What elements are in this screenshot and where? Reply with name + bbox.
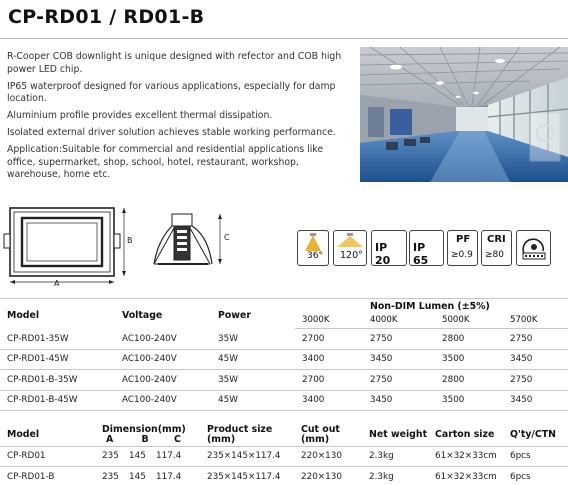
table-row: [0, 467, 568, 485]
cell-lumen-3000k: 3400: [295, 390, 363, 411]
driver-icon: [516, 230, 551, 266]
cell-product-size: 235×145×117.4: [200, 446, 294, 467]
side-view-drawing: [150, 210, 240, 280]
cell-lumen-5700k: 2750: [503, 329, 568, 350]
header-product-size-line2: (mm): [207, 433, 236, 445]
header-cct-3000k: 3000K: [295, 312, 363, 329]
cell-lumen-4000k: 2750: [363, 329, 435, 350]
header-power: Power: [218, 310, 251, 322]
application-photo: [360, 47, 568, 182]
cell-carton-size: 61×32×33cm: [428, 446, 503, 467]
cri-label: CRI: [487, 234, 506, 245]
header-lumen: Non-DIM Lumen (±5%): [370, 301, 490, 312]
table-row: [0, 370, 568, 391]
cell-model: CP-RD01-B: [0, 467, 95, 485]
cell-net-weight: 2.3kg: [362, 446, 428, 467]
cell-model: CP-RD01-B-35W: [0, 370, 115, 391]
cell-lumen-5700k: 3450: [503, 390, 568, 411]
ip65-label: IP 65: [413, 241, 429, 267]
product-description: [7, 51, 353, 186]
dimension-c-label: C: [224, 233, 230, 242]
cell-lumen-4000k: 3450: [363, 349, 435, 370]
page-title: CP-RD01 / RD01-B: [8, 6, 205, 28]
cell-qty: 6pcs: [503, 467, 568, 485]
table-row: [0, 329, 568, 350]
cell-lumen-5700k: 3450: [503, 349, 568, 370]
pf-label: PF: [456, 234, 471, 245]
header-cut-out: [294, 424, 362, 446]
dimension-a-label: A: [54, 279, 60, 288]
header-dimension: [95, 424, 200, 446]
header-dimension-abc: [102, 435, 200, 445]
header-cct-5700k: 5700K: [503, 312, 568, 329]
description-paragraph: Aluminium profile provides excellent thermal dissipation.: [7, 110, 273, 121]
cell-dim-a: 235: [95, 467, 122, 485]
header-cut-out-line2: (mm): [301, 433, 330, 445]
ip20-badge: [371, 230, 407, 266]
cell-dim-c: 117.4: [149, 467, 200, 485]
cell-lumen-4000k: 2750: [363, 370, 435, 391]
cell-voltage: AC100-240V: [115, 370, 211, 391]
front-view-drawing: [0, 202, 150, 290]
header-carton-size: Carton size: [428, 424, 503, 446]
ip20-label: IP 20: [375, 241, 391, 267]
cell-power: 35W: [211, 370, 295, 391]
cell-power: 35W: [211, 329, 295, 350]
cell-lumen-5000k: 2800: [435, 370, 503, 391]
cell-lumen-5700k: 2750: [503, 370, 568, 391]
cell-carton-size: 61×32×33cm: [428, 467, 503, 485]
description-paragraph: Isolated external driver solution achieves stable working performance.: [7, 127, 336, 138]
description-paragraph: Application:Suitable for commercial and residential applications like office, supermarket, shop, school, hotel, restaurant, workshop, warehouse, home etc.: [7, 144, 324, 180]
cell-dim-c: 117.4: [149, 446, 200, 467]
electrical-spec-table: [0, 298, 568, 411]
cell-model: CP-RD01-45W: [0, 349, 115, 370]
cell-dim-b: 145: [122, 446, 149, 467]
cell-voltage: AC100-240V: [115, 349, 211, 370]
header-product-size: [200, 424, 294, 446]
header-qty: Q'ty/CTN: [503, 424, 568, 446]
cri-value: ≥80: [485, 250, 504, 260]
dimension-b-label: B: [127, 236, 133, 245]
cell-qty: 6pcs: [503, 446, 568, 467]
cell-cut-out: 220×130: [294, 446, 362, 467]
header-dim-c: C: [173, 433, 181, 445]
cell-net-weight: 2.3kg: [362, 467, 428, 485]
cell-power: 45W: [211, 390, 295, 411]
cell-power: 45W: [211, 349, 295, 370]
cell-lumen-4000k: 3450: [363, 390, 435, 411]
header-model: Model: [7, 310, 40, 322]
cell-lumen-5000k: 3500: [435, 390, 503, 411]
beam-angle-36-icon: [297, 230, 329, 266]
header-model: Model: [0, 424, 95, 446]
header-net-weight: Net weight: [362, 424, 428, 446]
header-voltage: Voltage: [122, 310, 163, 322]
cell-model: CP-RD01-B-45W: [0, 390, 115, 411]
header-dimension-label: Dimension(mm): [102, 423, 186, 435]
cell-model: CP-RD01: [0, 446, 95, 467]
cell-lumen-5000k: 2800: [435, 329, 503, 350]
power-factor-badge: [447, 230, 478, 266]
cell-dim-a: 235: [95, 446, 122, 467]
beam-angle-120-label: 120°: [340, 250, 363, 261]
cell-voltage: AC100-240V: [115, 390, 211, 411]
header-dim-a: A: [106, 433, 114, 445]
table-row: [0, 349, 568, 370]
header-cct-5000k: 5000K: [435, 312, 503, 329]
cell-product-size: 235×145×117.4: [200, 467, 294, 485]
cell-model: CP-RD01-35W: [0, 329, 115, 350]
table-row: [0, 446, 568, 467]
table-row: [0, 390, 568, 411]
cell-cut-out: 220×130: [294, 467, 362, 485]
description-paragraph: IP65 waterproof designed for various applications, especially for damp location.: [7, 80, 336, 104]
cell-lumen-3000k: 3400: [295, 349, 363, 370]
pf-value: ≥0.9: [451, 250, 473, 260]
title-divider: [0, 38, 568, 39]
cell-lumen-5000k: 3500: [435, 349, 503, 370]
header-cut-out-line1: Cut out: [301, 423, 340, 435]
description-paragraph: R-Cooper COB downlight is unique designed with refector and COB high power LED chip.: [7, 51, 342, 75]
beam-angle-36-label: 36°: [307, 251, 323, 261]
header-cct-4000k: 4000K: [363, 312, 435, 329]
header-product-size-line1: Product size: [207, 423, 273, 435]
cell-voltage: AC100-240V: [115, 329, 211, 350]
beam-angle-120-icon: [333, 230, 367, 266]
cri-badge: [481, 230, 512, 266]
header-dim-b: B: [141, 433, 149, 445]
cell-lumen-3000k: 2700: [295, 329, 363, 350]
physical-spec-table: [0, 424, 568, 485]
cell-lumen-3000k: 2700: [295, 370, 363, 391]
ip65-badge: [409, 230, 444, 266]
cell-dim-b: 145: [122, 467, 149, 485]
